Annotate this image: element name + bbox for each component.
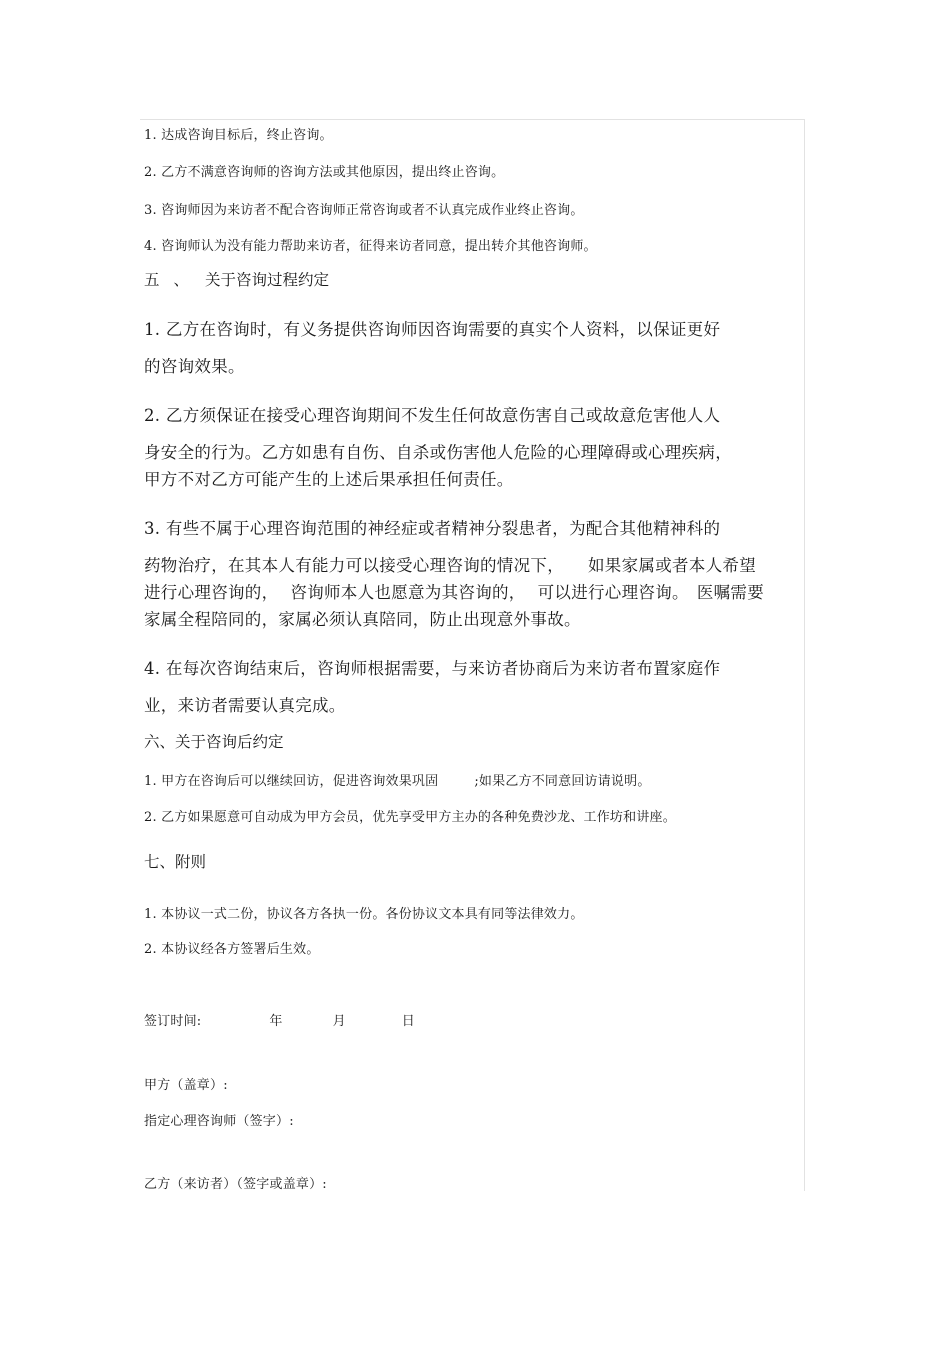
section7-heading: 七、附则 — [144, 853, 207, 871]
section6-item1a: 1. 甲方在咨询后可以继续回访，促进咨询效果巩固 — [144, 774, 439, 789]
section5-item3-line4: 家属全程陪同的，家属必须认真陪同，防止出现意外事故。 — [144, 610, 581, 629]
section5-item1-line2: 的咨询效果。 — [144, 357, 245, 376]
section5-item3-line3b: 咨询师本人也愿意为其咨询的， — [290, 583, 526, 602]
termination-item-2: 2. 乙方不满意咨询师的咨询方法或其他原因，提出终止咨询。 — [144, 165, 505, 180]
termination-item-4: 4. 咨询师认为没有能力帮助来访者，征得来访者同意，提出转介其他咨询师。 — [144, 239, 597, 254]
section5-heading-num: 五 — [144, 271, 160, 289]
section5-item4-line2: 业，来访者需要认真完成。 — [144, 696, 346, 715]
party-a-seal: 甲方（盖章）: — [144, 1078, 228, 1093]
signing-date — [144, 1010, 415, 1029]
termination-item-1: 1. 达成咨询目标后，终止咨询。 — [144, 128, 333, 143]
signing-date-month: 月 — [332, 1014, 346, 1029]
section7-item1: 1. 本协议一式二份，协议各方各执一份。各份协议文本具有同等法律效力。 — [144, 907, 584, 922]
section5-item3-line2a: 药物治疗，在其本人有能力可以接受心理咨询的情况下， — [144, 556, 564, 575]
section5-item1-line1: 1. 乙方在咨询时，有义务提供咨询师因咨询需要的真实个人资料，以保证更好 — [144, 320, 721, 339]
section5-item4-line1: 4. 在每次咨询结束后，咨询师根据需要，与来访者协商后为来访者布置家庭作 — [144, 659, 721, 678]
party-b-signature: 乙方（来访者）（签字或盖章）: — [144, 1177, 327, 1192]
section6-item1 — [144, 770, 651, 789]
section5-item3-line3c: 可以进行心理咨询。 — [537, 583, 689, 602]
section6-item1b: ;如果乙方不同意回访请说明。 — [474, 774, 651, 789]
section7-item2: 2. 本协议经各方签署后生效。 — [144, 942, 320, 957]
section6-heading: 六、关于咨询后约定 — [144, 733, 284, 751]
signing-date-label: 签订时间: — [144, 1014, 202, 1029]
section5-item2-line3: 甲方不对乙方可能产生的上述后果承担任何责任。 — [144, 470, 514, 489]
section5-item2-line2: 身安全的行为。乙方如患有自伤、自杀或伤害他人危险的心理障碍或心理疾病， — [144, 443, 732, 462]
section5-item3-line3d: 医嘱需要 — [696, 583, 765, 602]
section5-item3-line3a: 进行心理咨询的， — [144, 583, 279, 602]
termination-item-3: 3. 咨询师因为来访者不配合咨询师正常咨询或者不认真完成作业终止咨询。 — [144, 203, 584, 218]
signing-date-year: 年 — [269, 1014, 283, 1029]
section5-item3-line2b: 如果家属或者本人希望 — [588, 556, 756, 575]
section5-item3-line3 — [144, 579, 764, 603]
section5-item3-line2 — [144, 552, 756, 576]
section5-item3-line1: 3. 有些不属于心理咨询范围的神经症或者精神分裂患者，为配合其他精神科的 — [144, 519, 721, 538]
signing-date-day: 日 — [401, 1014, 415, 1029]
section5-item2-line1: 2. 乙方须保证在接受心理咨询期间不发生任何故意伤害自己或故意危害他人人 — [144, 406, 721, 425]
section5-heading-text: 关于咨询过程约定 — [205, 271, 330, 289]
section5-heading — [144, 268, 329, 290]
section5-heading-sep: 、 — [173, 271, 190, 289]
counselor-signature: 指定心理咨询师（签字）: — [144, 1114, 294, 1129]
section6-item2: 2. 乙方如果愿意可自动成为甲方会员，优先享受甲方主办的各种免费沙龙、工作坊和讲座。 — [144, 810, 676, 825]
